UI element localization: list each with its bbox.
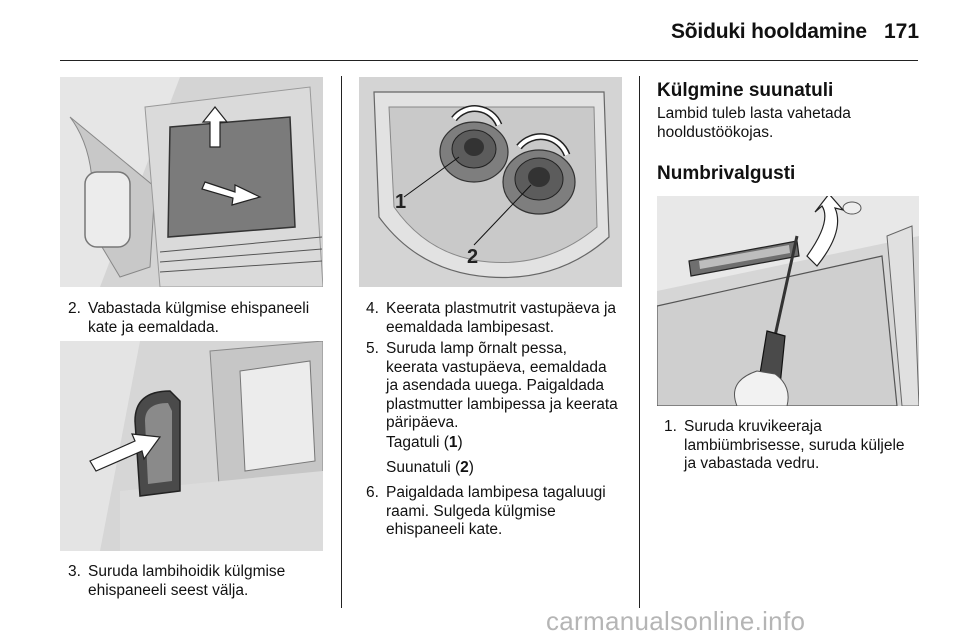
step-text-line: Paigaldada lambipesa tagaluugi [386,484,606,501]
bulb-holders-figure [359,77,622,287]
section-heading-plate-lamp: Numbrivalgusti [657,163,796,184]
step-text [386,340,618,433]
tail-lamp-paren: ) [457,434,463,451]
step-text [386,484,606,540]
plate-lamp-figure [657,196,919,406]
step-text [386,300,616,337]
turn-lamp-note [386,459,474,478]
license-plate-lamp-screwdriver-icon [657,196,919,406]
site-watermark: carmanualsonline.info [546,606,806,636]
body-text-line: Lambid tuleb lasta vahetada [657,105,851,122]
step-text-line: Keerata plastmutrit vastupäeva ja [386,300,617,317]
step-text [684,418,905,474]
step-text-line: Vabastada külgmise ehispaneeli [88,300,310,317]
step-number: 6. [366,484,379,501]
callout-2-label: 2 [467,246,479,268]
step-number: 4. [366,300,379,317]
step-text-line: raami. Sulgeda külgmise [386,502,556,520]
step-number: 5. [366,340,379,357]
step-text-line: Suruda kruvikeeraja [684,418,822,435]
turn-lamp-paren: ) [468,459,474,476]
column-divider-left [341,76,342,608]
turn-lamp-number: 2 [460,459,469,476]
step-text-line: päripäeva. [386,414,459,431]
step-text-line: keerata vastupäeva, eemaldada [386,358,607,376]
step-text-line: lambiümbrisesse, suruda küljele [684,436,905,454]
callout-1-label: 1 [395,191,407,213]
step-text-line: ehispaneeli kate. [386,521,503,538]
tail-lamp-number: 1 [448,434,458,451]
step-number: 3. [68,563,81,580]
page-title: Sõiduki hooldamine [671,20,867,43]
step-text-line: eemaldada lambipesast. [386,318,555,336]
body-text-line: hooldustöökojas. [657,123,774,141]
side-indicator-text [657,105,851,142]
lamp-holder-figure [60,341,323,551]
step-text-line: Suruda lamp õrnalt pessa, [386,340,567,357]
step-number: 1. [664,418,677,435]
step-text-line: ehispaneeli seest välja. [88,581,249,599]
section-heading-side-indicator: Külgmine suunatuli [657,80,834,101]
step-text-line: Suruda lambihoidik külgmise [88,563,286,580]
step-text-line: plastmutter lambipessa ja keerata [386,395,618,413]
step-text [88,300,309,337]
step-text [88,563,285,600]
header-divider [60,60,918,61]
turn-lamp-label: Suunatuli ( [386,459,461,476]
trunk-panel-figure [60,77,323,287]
step-text-line: kate ja eemaldada. [88,318,219,336]
trunk-side-panel-cover-icon [60,77,323,287]
step-text-line: ja asendada uuega. Paigaldada [386,377,605,394]
lamp-bulb-holders-icon [359,77,622,287]
tail-lamp-note [386,434,463,453]
tail-lamp-label: Tagatuli ( [386,434,449,451]
step-text-line: ja vabastada vedru. [684,455,820,472]
page-number: 171 [884,20,920,43]
step-number: 2. [68,300,81,317]
column-divider-right [639,76,640,608]
lamp-holder-removal-icon [60,341,323,551]
